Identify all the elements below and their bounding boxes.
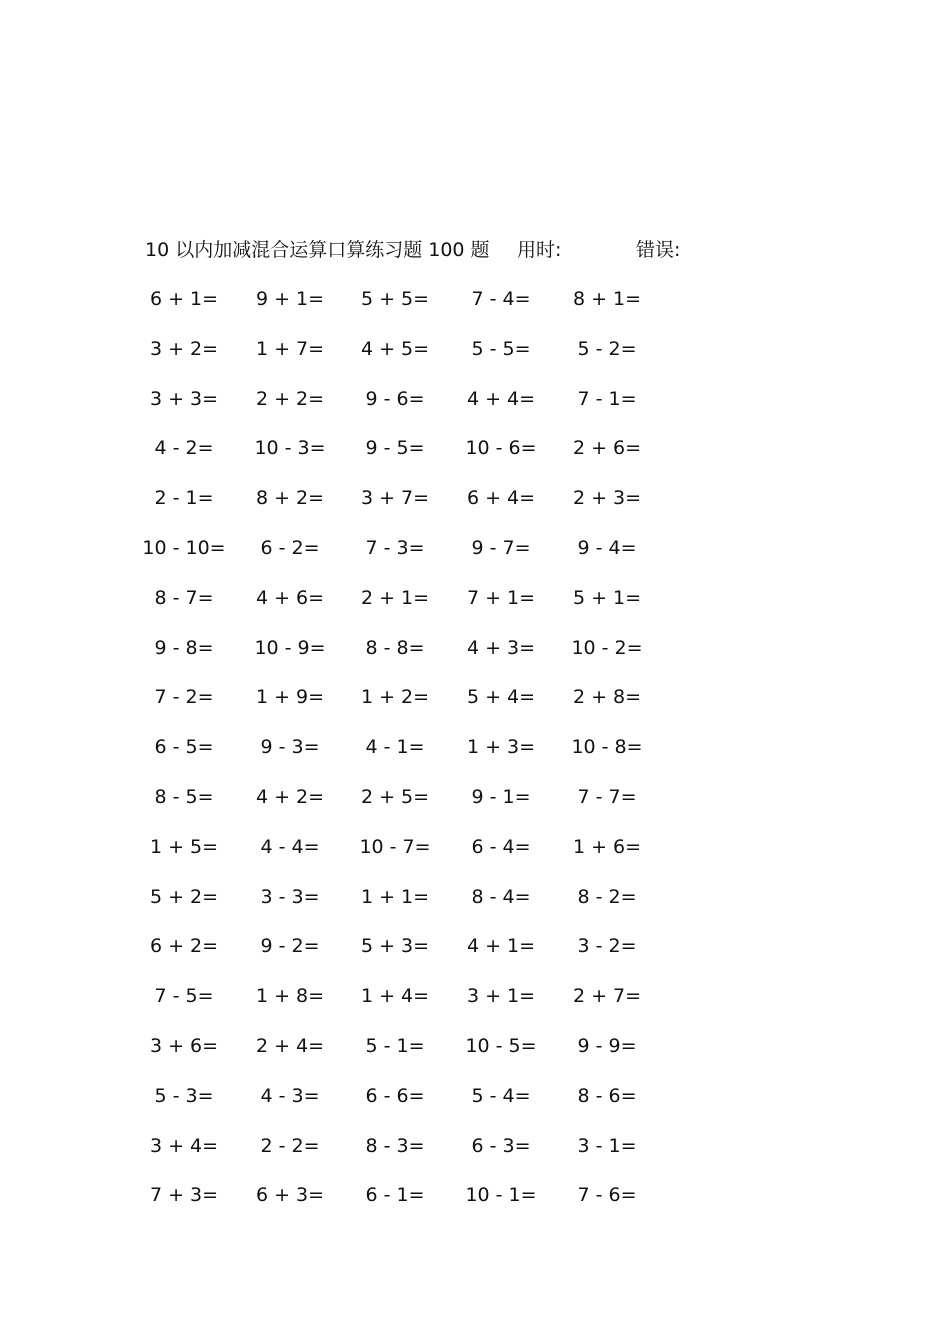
problem-cell: 6 + 2=: [149, 935, 219, 958]
problem-cell: 2 + 1=: [360, 586, 430, 609]
problem-cell: 6 - 2=: [260, 537, 320, 559]
time-used-label: 用时:: [517, 239, 562, 261]
problem-cell: 7 - 3=: [365, 537, 425, 559]
problem-row: [0, 335, 950, 365]
problem-cell: 9 - 9=: [577, 1035, 637, 1057]
problem-cell: 5 - 3=: [154, 1084, 214, 1107]
problem-cell: 2 + 6=: [572, 437, 642, 460]
problem-cell: 10 - 2=: [571, 636, 643, 659]
problem-cell: 1 + 5=: [149, 835, 219, 858]
problem-cell: 9 - 2=: [260, 935, 320, 958]
problem-cell: 3 + 2=: [149, 337, 219, 360]
problem-cell: 5 - 1=: [365, 1035, 425, 1057]
problem-row: [0, 1132, 950, 1162]
problem-cell: 9 - 3=: [260, 736, 320, 759]
problem-cell: 8 - 4=: [471, 885, 531, 908]
problem-cell: 7 - 1=: [577, 387, 637, 410]
problem-cell: 10 - 5=: [465, 1035, 537, 1057]
problem-cell: 10 - 9=: [254, 636, 326, 659]
problem-cell: 9 - 6=: [365, 387, 425, 410]
problem-cell: 3 + 7=: [360, 487, 430, 510]
problem-row: [0, 833, 950, 863]
problem-cell: 10 - 7=: [359, 835, 431, 858]
problem-row: [0, 733, 950, 763]
problem-cell: 7 - 6=: [577, 1184, 637, 1207]
problem-cell: 2 + 3=: [572, 487, 642, 510]
problem-cell: 7 + 1=: [466, 586, 536, 609]
problem-row: [0, 1082, 950, 1112]
problem-cell: 6 + 1=: [149, 288, 219, 310]
problem-cell: 4 + 4=: [466, 387, 536, 410]
problem-cell: 2 + 8=: [572, 686, 642, 709]
problem-cell: 1 + 2=: [360, 686, 430, 709]
problem-cell: 4 + 6=: [255, 586, 325, 609]
problem-row: [0, 932, 950, 962]
problem-grid: [0, 285, 950, 1235]
problem-cell: 2 - 1=: [154, 487, 214, 510]
problem-cell: 5 + 1=: [572, 586, 642, 609]
problem-cell: 5 + 5=: [360, 288, 430, 310]
problem-row: [0, 434, 950, 464]
problem-cell: 6 + 4=: [466, 487, 536, 510]
worksheet-header: [145, 235, 765, 265]
problem-cell: 1 + 1=: [360, 885, 430, 908]
problem-cell: 6 + 3=: [255, 1184, 325, 1207]
problem-row: [0, 285, 950, 315]
problem-cell: 8 - 2=: [577, 885, 637, 908]
problem-cell: 5 + 3=: [360, 935, 430, 958]
problem-cell: 4 - 2=: [154, 437, 214, 460]
problem-cell: 8 + 2=: [255, 487, 325, 510]
problem-cell: 7 - 7=: [577, 786, 637, 808]
problem-row: [0, 1181, 950, 1211]
problem-cell: 7 - 5=: [154, 985, 214, 1008]
problem-cell: 9 - 8=: [154, 636, 214, 659]
problem-cell: 8 - 7=: [154, 586, 214, 609]
problem-cell: 7 + 3=: [149, 1184, 219, 1207]
problem-cell: 4 - 3=: [260, 1084, 320, 1107]
problem-cell: 1 + 7=: [255, 337, 325, 360]
problem-cell: 8 + 1=: [572, 288, 642, 310]
problem-row: [0, 484, 950, 514]
problem-cell: 4 + 1=: [466, 935, 536, 958]
problem-cell: 3 + 3=: [149, 387, 219, 410]
problem-cell: 6 - 3=: [471, 1134, 531, 1157]
problem-row: [0, 883, 950, 913]
problem-cell: 2 + 2=: [255, 387, 325, 410]
problem-cell: 5 + 2=: [149, 885, 219, 908]
problem-cell: 3 + 4=: [149, 1134, 219, 1157]
problem-cell: 4 + 2=: [255, 786, 325, 808]
problem-cell: 8 - 8=: [365, 636, 425, 659]
problem-cell: 5 - 4=: [471, 1084, 531, 1107]
problem-cell: 7 - 4=: [471, 288, 531, 310]
problem-cell: 4 + 3=: [466, 636, 536, 659]
problem-cell: 3 - 2=: [577, 935, 637, 958]
problem-cell: 6 - 6=: [365, 1084, 425, 1107]
problem-cell: 2 + 4=: [255, 1035, 325, 1057]
problem-cell: 4 - 4=: [260, 835, 320, 858]
problem-cell: 4 + 5=: [360, 337, 430, 360]
problem-cell: 3 + 1=: [466, 985, 536, 1008]
problem-cell: 6 - 4=: [471, 835, 531, 858]
problem-cell: 5 - 5=: [471, 337, 531, 360]
errors-label: 错误:: [636, 239, 681, 261]
problem-row: [0, 584, 950, 614]
problem-cell: 2 + 7=: [572, 985, 642, 1008]
problem-cell: 2 + 5=: [360, 786, 430, 808]
problem-cell: 10 - 8=: [571, 736, 643, 759]
problem-cell: 5 - 2=: [577, 337, 637, 360]
problem-cell: 10 - 10=: [142, 537, 226, 559]
problem-row: [0, 634, 950, 664]
problem-cell: 2 - 2=: [260, 1134, 320, 1157]
problem-cell: 1 + 6=: [572, 835, 642, 858]
problem-row: [0, 783, 950, 813]
problem-cell: 4 - 1=: [365, 736, 425, 759]
problem-row: [0, 385, 950, 415]
problem-cell: 10 - 1=: [465, 1184, 537, 1207]
problem-cell: 8 - 6=: [577, 1084, 637, 1107]
problem-cell: 8 - 5=: [154, 786, 214, 808]
problem-cell: 7 - 2=: [154, 686, 214, 709]
problem-row: [0, 982, 950, 1012]
problem-row: [0, 683, 950, 713]
worksheet-title: 10 以内加减混合运算口算练习题 100 题: [145, 239, 490, 261]
problem-cell: 1 + 3=: [466, 736, 536, 759]
problem-cell: 10 - 3=: [254, 437, 326, 460]
problem-row: [0, 534, 950, 564]
problem-cell: 9 - 7=: [471, 537, 531, 559]
problem-cell: 10 - 6=: [465, 437, 537, 460]
problem-cell: 1 + 8=: [255, 985, 325, 1008]
problem-row: [0, 1032, 950, 1062]
problem-cell: 3 - 3=: [260, 885, 320, 908]
problem-cell: 9 - 4=: [577, 537, 637, 559]
problem-cell: 3 + 6=: [149, 1035, 219, 1057]
problem-cell: 9 - 1=: [471, 786, 531, 808]
problem-cell: 8 - 3=: [365, 1134, 425, 1157]
problem-cell: 1 + 9=: [255, 686, 325, 709]
problem-cell: 5 + 4=: [466, 686, 536, 709]
problem-cell: 6 - 5=: [154, 736, 214, 759]
problem-cell: 9 - 5=: [365, 437, 425, 460]
problem-cell: 6 - 1=: [365, 1184, 425, 1207]
problem-cell: 1 + 4=: [360, 985, 430, 1008]
problem-cell: 9 + 1=: [255, 288, 325, 310]
problem-cell: 3 - 1=: [577, 1134, 637, 1157]
